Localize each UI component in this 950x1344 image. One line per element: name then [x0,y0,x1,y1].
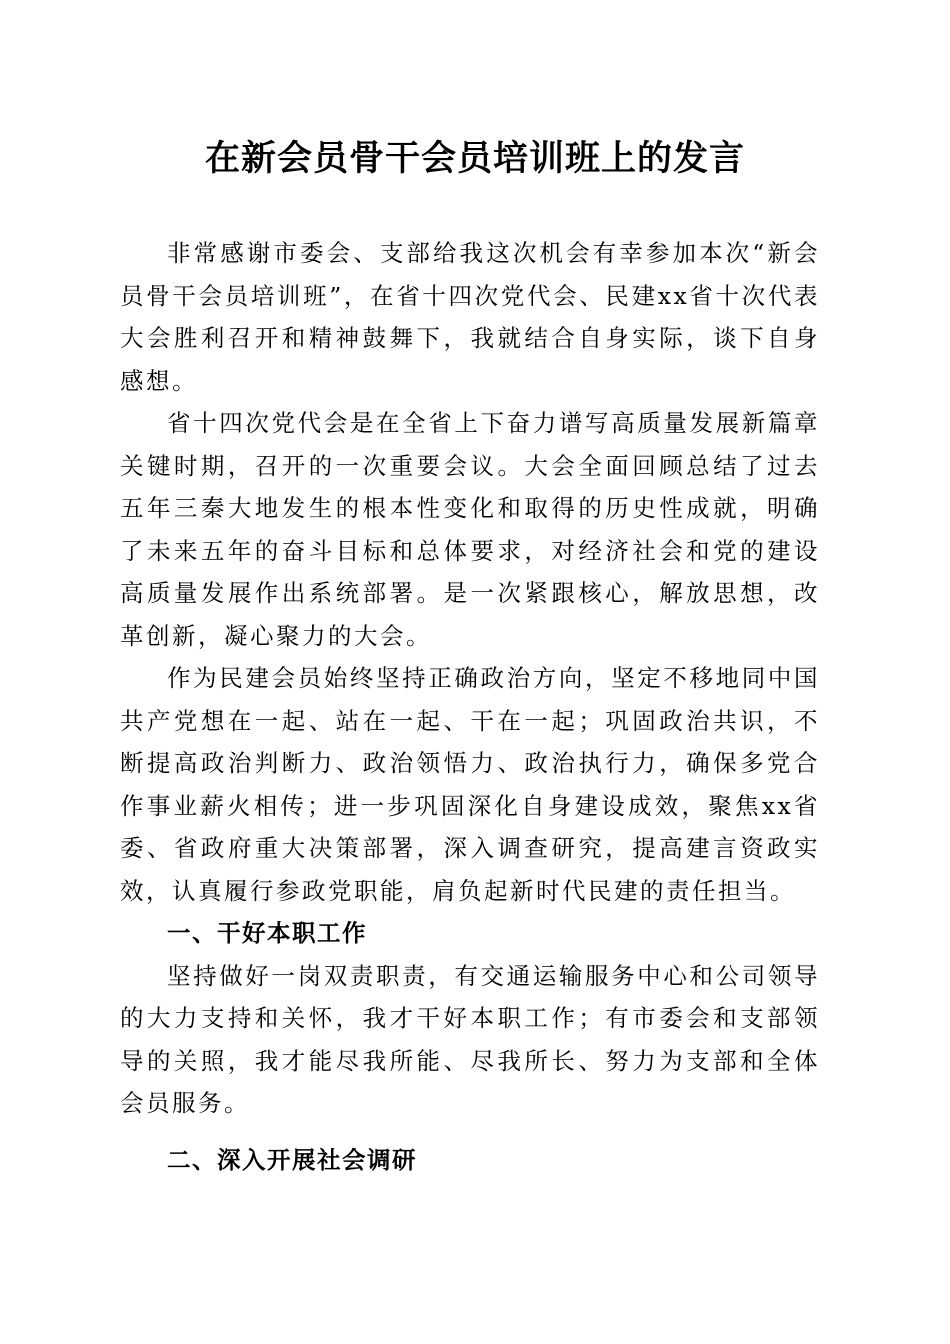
paragraph-commitment: 作为民建会员始终坚持正确政治方向，坚定不移地同中国共产党想在一起、站在一起、干在一起；巩固政治共识，不断提高政治判断力、政治领悟力、政治执行力，确保多党合作事业薪火相传；进一步巩固深化自身建设成效，聚焦xx省委、省政府重大决策部署，深入调查研究，提高建言资政实效，认真履行参政党职能，肩负起新时代民建的责任担当。 [120,664,820,905]
section-heading-2: 二、深入开展社会调研 [167,1145,417,1174]
document-body [120,232,820,1181]
paragraph-congress: 省十四次党代会是在全省上下奋力谱写高质量发展新篇章关键时期，召开的一次重要会议。大会全面回顾总结了过去五年三秦大地发生的根本性变化和取得的历史性成就，明确了未来五年的奋斗目标和总体要求，对经济社会和党的建设高质量发展作出系统部署。是一次紧跟核心，解放思想，改革创新，凝心聚力的大会。 [120,409,820,650]
document-title: 在新会员骨干会员培训班上的发言 [204,138,745,179]
section-heading-1: 一、干好本职工作 [167,919,367,947]
paragraph-intro: 非常感谢市委会、支部给我这次机会有幸参加本次“新会员骨干会员培训班”，在省十四次党代会、民建xx省十次代表大会胜利召开和精神鼓舞下，我就结合自身实际，谈下自身感想。 [120,239,820,395]
section-1-paragraph: 坚持做好一岗双责职责，有交通运输服务中心和公司领导的大力支持和关怀，我才干好本职工作；有市委会和支部领导的关照，我才能尽我所能、尽我所长、努力为支部和全体会员服务。 [120,961,820,1117]
